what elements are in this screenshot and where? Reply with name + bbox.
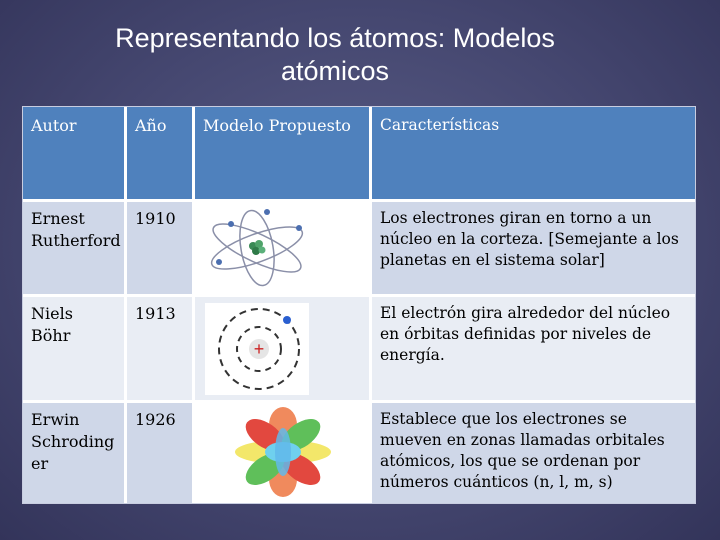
row-divider [23, 199, 695, 202]
column-divider [192, 107, 195, 503]
cell-caracteristicas: El electrón gira alrededor del núcleo en órbitas definidas por niveles de energía. [372, 297, 695, 400]
column-divider [369, 107, 372, 503]
cell-modelo [195, 297, 369, 400]
cell-anio: 1913 [127, 297, 192, 400]
atomic-models-table [22, 106, 696, 504]
row-divider [23, 294, 695, 297]
cell-autor: Ernest Rutherford [23, 202, 124, 294]
nucleus-plus-sign: + [253, 339, 265, 359]
cell-modelo [195, 403, 369, 503]
cell-autor: Niels Böhr [23, 297, 124, 400]
slide-title-line-2: atómicos [280, 56, 390, 86]
cell-modelo [195, 202, 369, 294]
header-anio: Año [127, 107, 192, 199]
cell-autor: Erwin Schroding er [23, 403, 124, 503]
cell-anio: 1910 [127, 202, 192, 294]
rutherford-atom-icon [205, 206, 309, 290]
cell-anio: 1926 [127, 403, 192, 503]
bohr-atom-icon [205, 303, 309, 395]
slide-title [0, 22, 670, 88]
header-autor: Autor [23, 107, 124, 199]
cell-caracteristicas: Establece que los electrones se mueven en zonas llamadas orbitales atómicos, los que se ordenan por números cuánticos (n, l, m, s) [372, 403, 695, 503]
header-modelo: Modelo Propuesto [195, 107, 369, 199]
column-divider [124, 107, 127, 503]
atomic-orbitals-icon [205, 405, 331, 499]
row-divider [23, 400, 695, 403]
header-caracteristicas: Características [372, 107, 695, 199]
cell-caracteristicas: Los electrones giran en torno a un núcleo en la corteza. [Semejante a los planetas en el sistema solar] [372, 202, 695, 294]
slide-title-line-1: Representando los átomos: Modelos [115, 23, 555, 53]
